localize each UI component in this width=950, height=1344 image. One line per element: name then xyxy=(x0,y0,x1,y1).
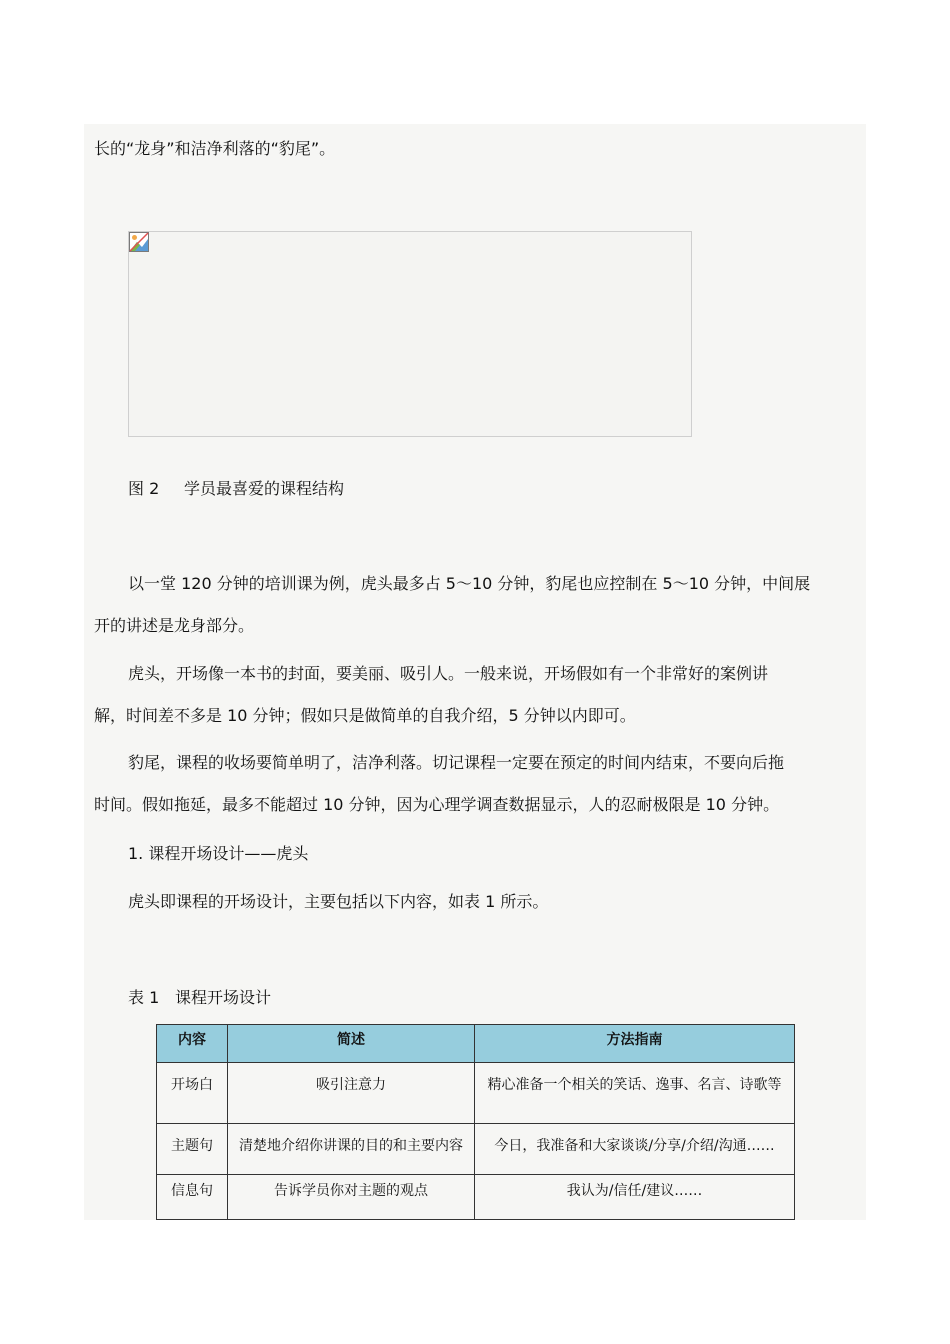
table-title: 课程开场设计 xyxy=(175,988,272,1007)
paragraph-2-line-2: 解，时间差不多是 10 分钟；假如只是做简单的自我介绍，5 分钟以内即可。 xyxy=(94,706,636,725)
paragraph-1-line-2: 开的讲述是龙身部分。 xyxy=(94,616,255,635)
paragraph-1-line-1: 以一堂 120 分钟的培训课为例，虎头最多占 5～10 分钟，豹尾也应控制在 5～10 分钟，中间展 xyxy=(128,574,811,593)
table-row xyxy=(157,1175,795,1220)
table-row xyxy=(157,1063,795,1124)
table-cell: 主题句 xyxy=(157,1124,228,1175)
table-row xyxy=(157,1124,795,1175)
table-cell: 我认为/信任/建议…… xyxy=(475,1175,795,1220)
figure-caption: 学员最喜爱的课程结构 xyxy=(184,479,345,498)
table-header-cell: 内容 xyxy=(157,1025,228,1063)
table-cell: 吸引注意力 xyxy=(228,1063,475,1124)
section-intro: 虎头即课程的开场设计，主要包括以下内容，如表 1 所示。 xyxy=(128,892,549,911)
paragraph-3-line-1: 豹尾，课程的收场要简单明了，洁净利落。切记课程一定要在预定的时间内结束，不要向后拖 xyxy=(128,753,785,772)
figure-label: 图 2 xyxy=(128,479,160,498)
paragraph-3-line-2: 时间。假如拖延，最多不能超过 10 分钟，因为心理学调查数据显示，人的忍耐极限是 10 分钟。 xyxy=(94,795,780,814)
broken-image-icon xyxy=(129,232,149,252)
top-line-text: 长的“龙身”和洁净利落的“豹尾”。 xyxy=(94,139,336,158)
course-opening-table xyxy=(156,1024,795,1220)
table-cell: 告诉学员你对主题的观点 xyxy=(228,1175,475,1220)
table-cell: 清楚地介绍你讲课的目的和主要内容 xyxy=(228,1124,475,1175)
table-cell: 今日，我准备和大家谈谈/分享/介绍/沟通…… xyxy=(475,1124,795,1175)
table-cell: 信息句 xyxy=(157,1175,228,1220)
table-header-cell: 方法指南 xyxy=(475,1025,795,1063)
paragraph-2-line-1: 虎头，开场像一本书的封面，要美丽、吸引人。一般来说，开场假如有一个非常好的案例讲 xyxy=(128,664,769,683)
table-label: 表 1 xyxy=(128,988,160,1007)
table-header-cell: 简述 xyxy=(228,1025,475,1063)
table-header-row xyxy=(157,1025,795,1063)
table-cell: 精心准备一个相关的笑话、逸事、名言、诗歌等 xyxy=(475,1063,795,1124)
section-heading: 1. 课程开场设计——虎头 xyxy=(128,844,309,863)
figure-image-placeholder xyxy=(128,231,692,437)
table-cell: 开场白 xyxy=(157,1063,228,1124)
